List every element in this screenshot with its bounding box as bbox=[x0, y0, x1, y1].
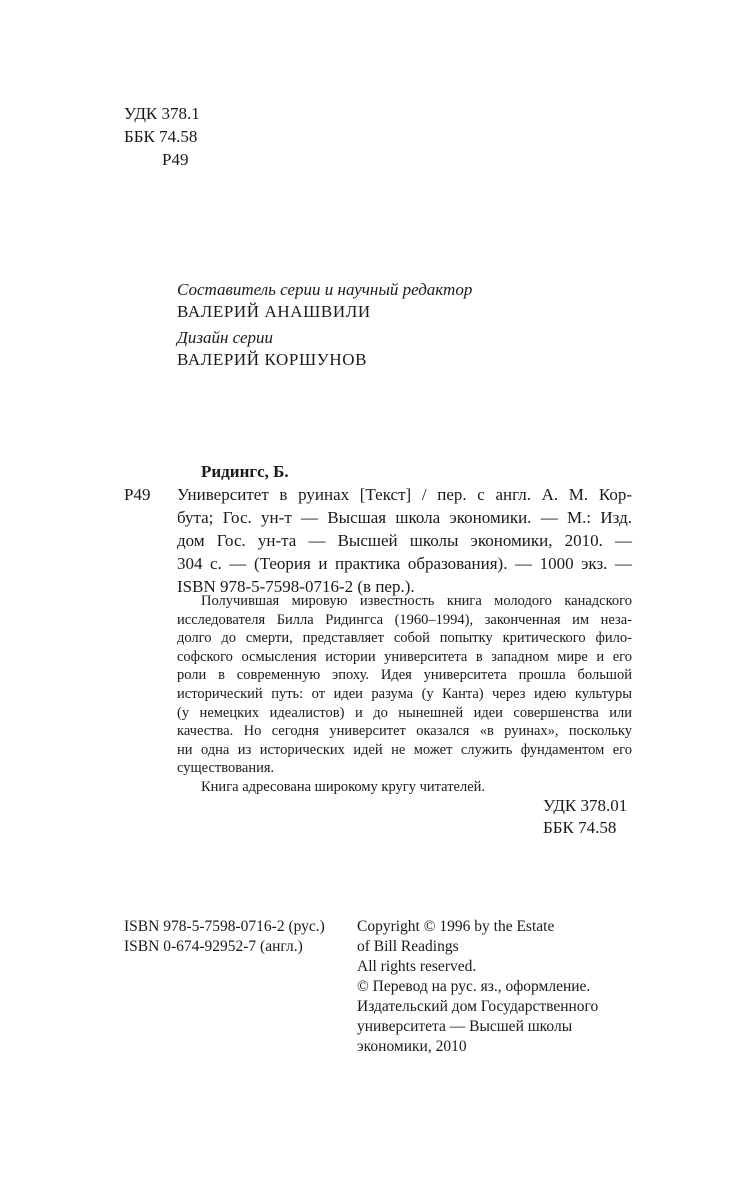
copyright-line: экономики, 2010 bbox=[357, 1038, 467, 1055]
biblio-line: 304 с. — (Теория и практика образования). — 1000 экз. — bbox=[177, 554, 632, 573]
isbn-russian: ISBN 978-5-7598-0716-2 (рус.) bbox=[124, 918, 325, 935]
bottom-classification bbox=[543, 795, 627, 839]
biblio-author-code: Р49 bbox=[124, 485, 151, 504]
biblio-line: дом Гос. ун-та — Высшей школы экономики, 2010. — bbox=[177, 531, 632, 550]
series-credits bbox=[177, 279, 472, 375]
series-design-role: Дизайн серии bbox=[177, 328, 273, 347]
annotation-line: исторический путь: от идеи разума (у Канта) через идею культуры bbox=[177, 685, 632, 702]
annotation-line: софского осмысления истории университета в западном мире и его bbox=[177, 648, 632, 665]
series-design-name: ВАЛЕРИЙ КОРШУНОВ bbox=[177, 350, 368, 369]
annotation bbox=[177, 592, 632, 797]
annotation-audience: Книга адресована широкому кругу читателей. bbox=[201, 778, 486, 795]
biblio-author: Ридингс, Б. bbox=[201, 462, 289, 481]
isbn-english: ISBN 0-674-92952-7 (англ.) bbox=[124, 938, 303, 955]
author-code: Р49 bbox=[162, 150, 189, 169]
copyright-line: © Перевод на рус. яз., оформление. bbox=[357, 978, 591, 995]
biblio-line: ISBN 978-5-7598-0716-2 (в пер.). bbox=[177, 577, 415, 596]
copyright-notice bbox=[357, 917, 598, 1057]
copyright-line: All rights reserved. bbox=[357, 958, 477, 975]
annotation-line: существования. bbox=[177, 760, 275, 777]
udk-code: УДК 378.1 bbox=[124, 104, 200, 123]
biblio-line: бута; Гос. ун-т — Высшая школа экономики. — М.: Изд. bbox=[177, 508, 632, 527]
bbk-code: ББК 74.58 bbox=[124, 127, 198, 146]
annotation-line: Получившая мировую известность книга молодого канадского bbox=[201, 593, 632, 609]
copyright-line: университета — Высшей школы bbox=[357, 1018, 573, 1035]
copyright-line: Copyright © 1996 by the Estate bbox=[357, 918, 555, 935]
annotation-line: долго до смерти, представляет собой попытку критического фило- bbox=[177, 630, 632, 647]
annotation-line: (у немецких идеалистов) и до нынешней идеи совершенства или bbox=[177, 704, 632, 721]
series-editor-role: Составитель серии и научный редактор bbox=[177, 280, 473, 299]
annotation-line: роли в современную эпоху. Идея университета прошла большой bbox=[177, 667, 632, 684]
bibliographic-record bbox=[177, 460, 632, 598]
biblio-line: Университет в руинах [Текст] / пер. с англ. А. М. Кор- bbox=[177, 485, 632, 504]
top-classification bbox=[124, 102, 200, 171]
annotation-line: ни одна из исторических идей не может служить фундаментом его bbox=[177, 741, 632, 758]
copyright-line: of Bill Readings bbox=[357, 938, 459, 955]
udk-code: УДК 378.01 bbox=[543, 796, 628, 815]
copyright-line: Издательский дом Государственного bbox=[357, 998, 599, 1015]
annotation-line: исследователя Билла Ридингса (1960–1994), законченная им неза- bbox=[177, 611, 632, 628]
isbn-list bbox=[124, 917, 325, 957]
annotation-line: качества. Но сегодня университет оказался «в руинах», поскольку bbox=[177, 723, 632, 740]
bbk-code: ББК 74.58 bbox=[543, 818, 617, 837]
series-editor-name: ВАЛЕРИЙ АНАШВИЛИ bbox=[177, 302, 371, 321]
